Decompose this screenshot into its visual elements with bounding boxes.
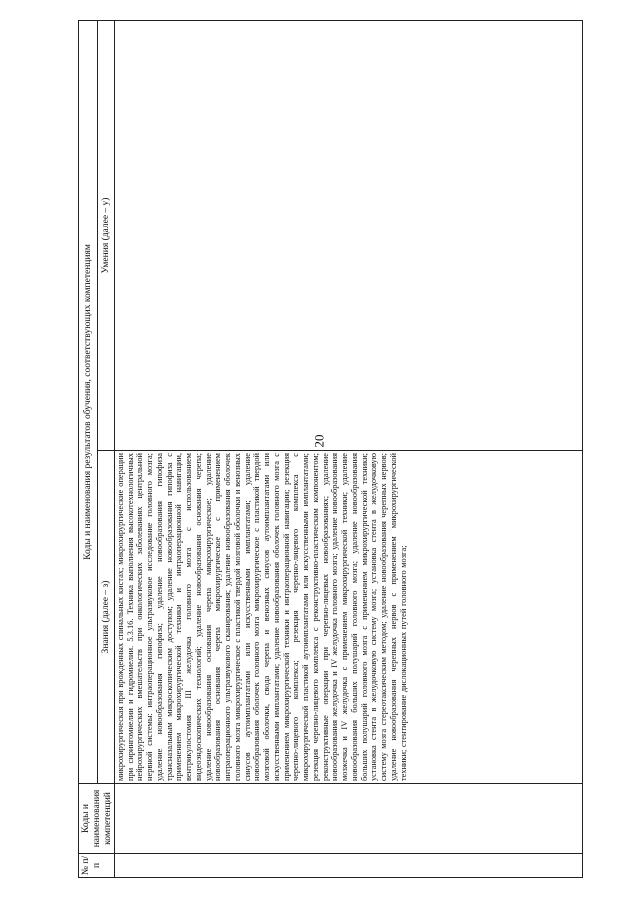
- column-header-code: Коды и наименования компетенций: [79, 784, 115, 854]
- cell-code: [114, 784, 582, 854]
- cell-number: [114, 854, 582, 878]
- knowledge-text: микрохирургическая при врожденных спинальных кистах; микрохирургические операции при сирингомиелии и гидромиелии. 5.3.16. Техника выполнения высокотехнологичных нейрохирургических вмешательств при онкологических заболеваниях центральной нервной системы: интраоперационное ультразвуковое исследование головного мозга; удаление новообразования гипофиза; удаление новообразования гипофиза трансназальным микроскопическим доступом; удаление новообразования гипофиза с применением микрохирургической техники и интраоперационной навигации, вентрикулостомия III желудочка головного мозга с использованием видеоэндоскопических технологий; удаление новообразования основания черепа; удаление новообразования основания черепа микрохирургическое; удаление новообразования основания черепа микрохирургическое с применением интраоперационного ультразвукового сканирования; удаление новообразования оболочек головного мозга микрохирургическое с пластикой твердой мозговой оболочки и венозных синусов аутоимплантатами или искусственными имплантатами; удаление новообразования оболочек головного мозга микрохирургическое с пластикой твердой мозговой оболочки, свода черепа и венозных синусов аутоимплантатами или искусственными имплантатами; удаление новообразования оболочек головного мозга с применением микрохирургической техники и интраоперационной навигации; резекция черепно-лицевого комплекса; резекция черепно-лицевого комплекса с микрохирургической пластикой аутоимплантатами или искусственными имплантатами; резекция черепно-лицевого комплекса с реконструктивно-пластическим компонентом; реконструктивные операции при черепно-лицевых новообразованиях; удаление новообразования желудочка и IV желудочка головного мозга; удаление новообразования мозжечка и IV желудочка с применением микрохирургической техники; удаление новообразования больших полушарий головного мозга; удаление новообразования больших полушарий головного мозга с применением микрохирургической техники; установка стента в желудочковую систему мозга; установка стента в желудочковую систему мозга стереотаксическим методом; удаление новообразования черепных нервов; удаление новообразования черепных нервов с применением микрохирургической техники; стентирование дислокационных путей головного мозга;: [115, 453, 408, 781]
- page-number: 20: [311, 434, 327, 448]
- column-header-results: Коды и наименования результатов обучения, соответствующих компетенциям: [79, 21, 98, 784]
- column-header-skills: Умения (далее – у): [98, 21, 115, 451]
- competency-table: [78, 20, 583, 878]
- cell-skills: [114, 21, 582, 451]
- table-container: [78, 21, 583, 878]
- cell-knowledge: [114, 451, 582, 784]
- column-header-knowledge: Знания (далее – з): [98, 451, 115, 784]
- column-header-number: № п/п: [79, 854, 115, 878]
